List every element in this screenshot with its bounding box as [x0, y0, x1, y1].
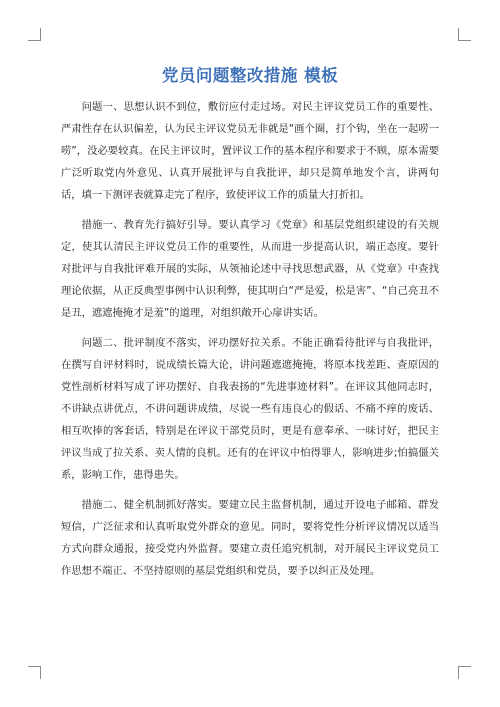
paragraph-measure-2: 措施二、健全机制抓好落实。要建立民主监督机制，通过开设电子邮箱、群发短信，广泛征求和认真听取党外群众的意见。同时，要将党性分析评议情况以适当方式向群众通报，接受党内外监督。要建立责任追究机制，对开展民主评议党员工作思想不端正、不坚持原则的基层党组织和党员，要予以纠正及处理。 — [61, 499, 439, 577]
paragraph-problem-1: 问题一、思想认识不到位，敷衍应付走过场。对民主评议党员工作的重要性、严肃性存在认识偏差，认为民主评议党员无非就是“画个圈，打个钩，坐在一起唠一唠”，没必要较真。在民主评议时，置评议工作的基本程序和要求于不顾，原本需要广泛听取党内外意见、认真开展批评与自我批评，却只是简单地发个言，讲两句话，填一下测评表就算走完了程序，致使评议工作的质量大打折扣。 — [61, 101, 439, 201]
crop-mark-top-right — [458, 28, 471, 41]
crop-mark-bottom-left — [28, 666, 41, 679]
crop-mark-top-left — [28, 28, 41, 41]
paragraph-problem-2: 问题二、批评制度不落实，评功摆好拉关系。不能正确看待批评与自我批评，在撰写自评材料时，说成绩长篇大论，讲问题遮遮掩掩，将原本找差距、查原因的党性剖析材料写成了评功摆好、自我表扬的“先进事迹材料”。在评议其他同志时，不讲缺点讲优点，不讲问题讲成绩，尽说一些有违良心的假话、不痛不痒的废话、相互吹捧的客套话，特别是在评议干部党员时，更是有意奉承、一味讨好，把民主评议当成了拉关系、卖人情的良机。还有的在评议中怕得罪人，影响进步;怕搞僵关系，影响工作，患得患失。 — [61, 337, 439, 481]
document-title: 党员问题整改措施 模板 — [161, 66, 339, 85]
document-body — [61, 96, 439, 590]
paragraph-measure-1: 措施一、教育先行搞好引导。要认真学习《党章》和基层党组织建设的有关规定，使其认清民主评议党员工作的重要性，从而进一步提高认识，端正态度。要针对批评与自我批评难开展的实际，从领袖论述中寻找思想武器，从《党章》中查找理论依据，从正反典型事例中认识利弊，使其明白“严是爱，松是害”、“自己亮丑不是丑，遮遮掩掩才是羞”的道理，对组织敞开心扉讲实话。 — [61, 219, 439, 319]
crop-mark-bottom-right — [458, 666, 471, 679]
